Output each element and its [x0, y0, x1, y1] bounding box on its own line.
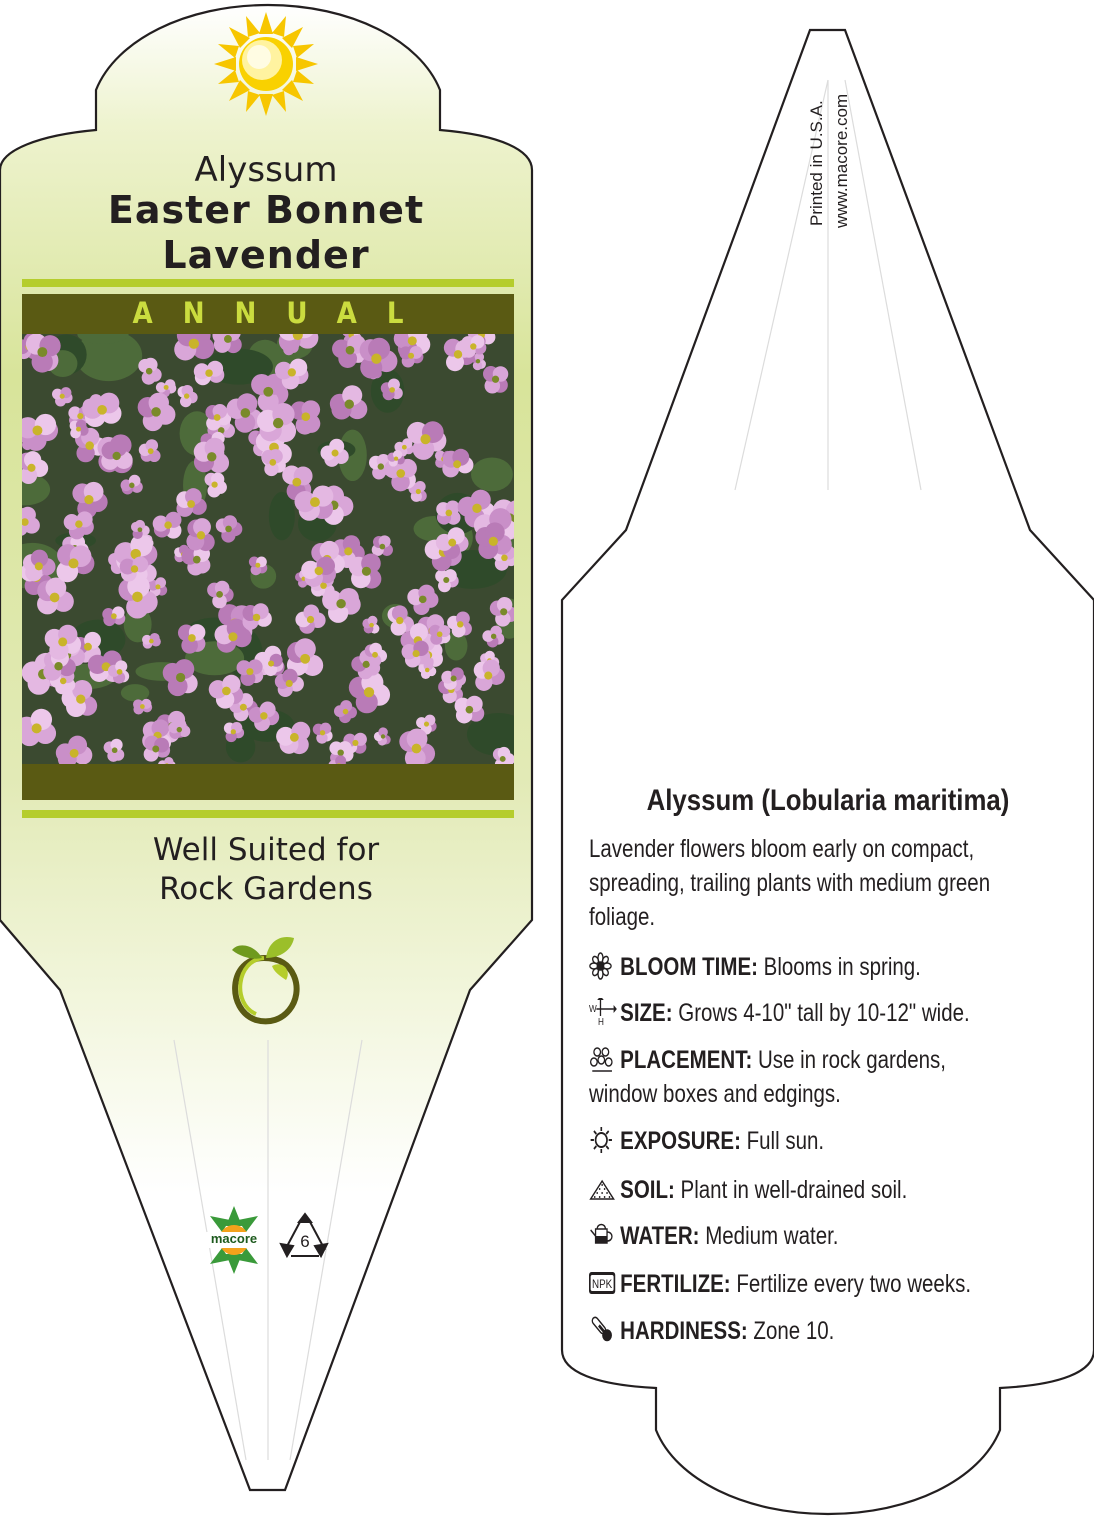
- fertilize-row: NPK FERTILIZE: Fertilize every two weeks.: [589, 1267, 1015, 1301]
- tagline-line1: Well Suited for: [152, 832, 380, 868]
- macore-logo-text: macore: [210, 1231, 258, 1246]
- placement-icon: [589, 1045, 617, 1073]
- accent-line-top: [22, 279, 514, 287]
- flower-icon: [589, 952, 617, 980]
- hardiness-row: HARDINESS: Zone 10.: [589, 1314, 1015, 1348]
- printed-in-usa: Printed in U.S.A.: [807, 100, 826, 226]
- size-icon: [589, 998, 617, 1026]
- size-row: W H SIZE: Grows 4-10" tall by 10-12" wide.: [589, 996, 1015, 1030]
- placement-row: PLACEMENT: Use in rock gardens, window boxes and edgings.: [589, 1046, 946, 1108]
- npk-icon: [589, 1269, 617, 1297]
- website: www.macore.com: [832, 93, 851, 228]
- exposure-row: EXPOSURE: Full sun.: [589, 1124, 1015, 1158]
- svg-text:H: H: [598, 1016, 604, 1026]
- water-row: WATER: Medium water.: [589, 1219, 1015, 1253]
- soil-icon: [589, 1175, 617, 1203]
- variety-name-line1: Easter Bonnet: [107, 188, 425, 232]
- bloom-time-row: BLOOM TIME: Blooms in spring.: [589, 950, 1015, 984]
- sun-logo-icon: [214, 12, 318, 116]
- thermometer-icon: [589, 1316, 617, 1344]
- botanical-title: Alyssum (Lobularia maritima): [646, 784, 1010, 817]
- common-name: Alyssum: [194, 150, 338, 190]
- tagline-line2: Rock Gardens: [159, 871, 373, 907]
- flower-photo: [22, 334, 514, 766]
- svg-text:W: W: [589, 1003, 597, 1015]
- soil-row: SOIL: Plant in well-drained soil.: [589, 1173, 1015, 1207]
- svg-text:NPK: NPK: [592, 1278, 613, 1292]
- recycle-code: 6: [300, 1232, 310, 1251]
- watering-can-icon: [589, 1221, 617, 1249]
- accent-line-bottom: [22, 810, 514, 818]
- category-label: ANNUAL: [132, 296, 434, 330]
- sun-icon: [589, 1126, 617, 1154]
- photo-bottom-band: [22, 764, 514, 800]
- plant-description: Lavender flowers bloom early on compact, spreading, trailing plants with medium green foliage.: [589, 835, 991, 931]
- variety-name-line2: Lavender: [162, 233, 370, 277]
